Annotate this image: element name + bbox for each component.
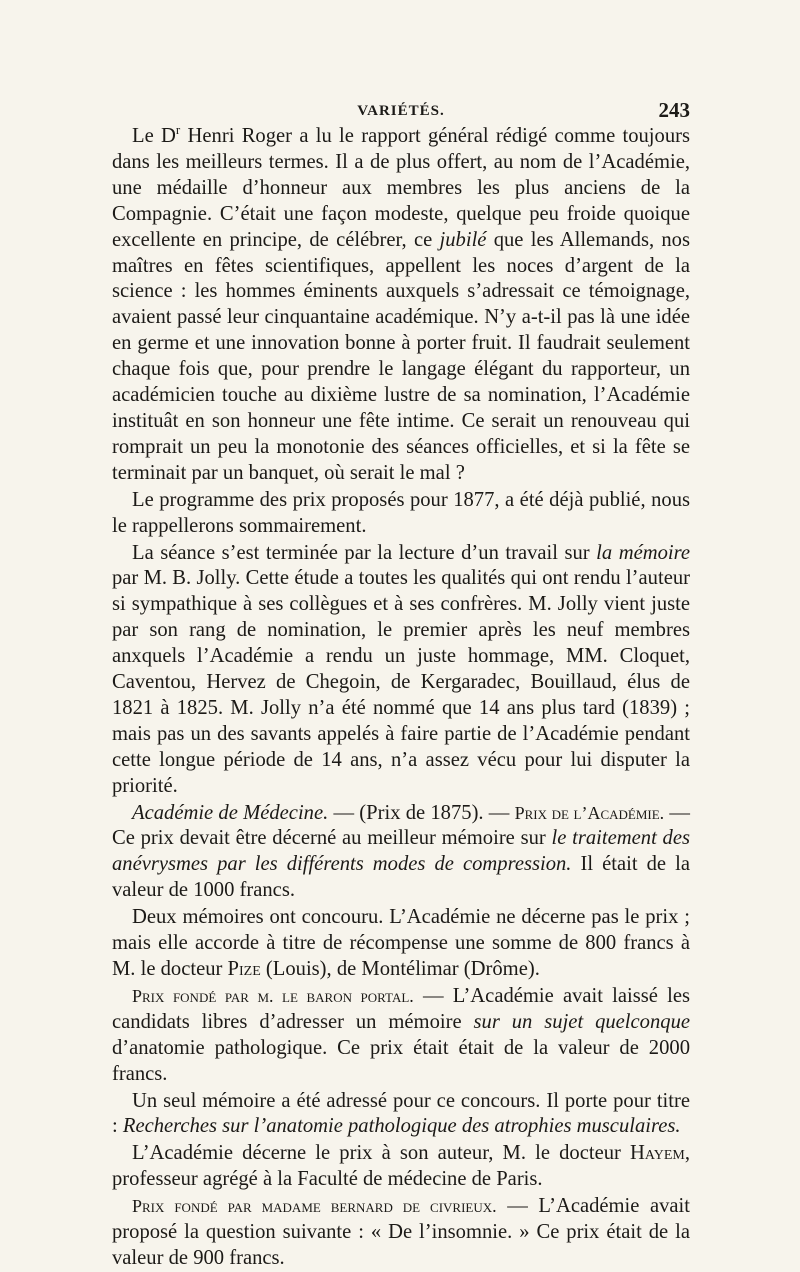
superscript: r: [175, 122, 181, 138]
italic-run: jubilé: [439, 228, 487, 251]
text-run: d’anatomie pathologique. Ce prix était était de la valeur de 2000 francs.: [112, 1036, 690, 1085]
text-run: , professeur agrégé à la Faculté de médecine de Paris.: [112, 1142, 690, 1191]
text-run: Il était de la valeur de 1000 francs.: [112, 853, 690, 902]
paragraph-concours: [112, 905, 690, 983]
paragraph-jubile: [112, 124, 690, 487]
paragraph-prix-academie: [112, 801, 690, 905]
text-run: Un seul mémoire a été adressé pour ce concours. Il porte pour titre :: [112, 1089, 690, 1138]
paragraph-memoire-titre: [112, 1089, 690, 1141]
page-header: [112, 0, 690, 124]
smallcaps-run: Prix fondé par madame bernard de civrieux.: [132, 1196, 497, 1217]
italic-run: le traitement des anévrysmes par les différents modes de compression.: [112, 827, 690, 876]
text-run: Henri Roger a lu le rapport général rédigé comme toujours dans les meilleurs termes. Il a de plus offert, au nom de l’Académie, une médaille d’honneur aux membres les plus anciens de la Compagnie. C’était une façon modeste, quelque peu froide quoique excellente en principe, de célébrer, ce: [112, 125, 690, 251]
italic-run: sur un sujet quelconque: [473, 1010, 691, 1033]
text-run: Le D: [132, 125, 176, 147]
smallcaps-run: Prix de l’Académie.: [514, 802, 665, 823]
paragraph-programme: Le programme des prix proposés pour 1877, a été déjà publié, nous le rappellerons sommairement.: [112, 488, 690, 537]
text-run: — (Prix de 1875). —: [328, 801, 515, 824]
paragraph-prix-civrieux: [112, 1194, 690, 1272]
text-run: par M. B. Jolly. Cette étude a toutes les qualités qui ont rendu l’auteur si sympathique à ses collègues et à ses confrères. M. Jolly vient juste par son rang de nomination, le premier après les neuf membres anxquels l’Académie a rendu un juste hommage, MM. Cloquet, Caventou, Hervez de Chegoin, de Kergaradec, Bouillaud, élus de 1821 à 1825. M. Jolly n’a été nommé que 14 ans plus tard (1839) ; mais pas un des savants appelés à faire partie de l’Académie pendant cette longue période de 14 ans, n’a assez vécu pour lui disputer la priorité.: [112, 567, 690, 797]
italic-run: la mémoire: [596, 541, 690, 564]
smallcaps-run: Pize: [227, 958, 261, 980]
text-run: que les Allemands, nos maîtres en fêtes scientifiques, appellent les noces d’argent de la science : les hommes éminents auxquels s’adressait ce témoignage, avaient passé leur cinquantaine académique. N’y a-t-il pas là une idée en germe et une innovation bonne à porter fruit. Il faudrait seulement chaque fois que, pour prendre le langage élégant du rapporteur, un académicien touche au dixième lustre de sa nomination, l’Académie instituât en son honneur une fête intime. Ce serait un renouveau qui romprait un peu la monotonie des séances officielles, et si la fête se terminait par un banquet, où serait le mal ?: [112, 228, 690, 484]
italic-run: Recherches sur l’anatomie pathologique des atrophies musculaires.: [122, 1115, 681, 1138]
running-title: VARIÉTÉS.: [357, 103, 445, 119]
italic-run: Académie de Médecine.: [132, 801, 329, 824]
page-number: 243: [658, 98, 690, 122]
body-text: [112, 124, 690, 1272]
text-run: — Ce prix devait être décerné au meilleur mémoire sur: [112, 801, 690, 850]
paragraph-prix-portal: [112, 984, 690, 1088]
smallcaps-run: Hayem: [630, 1142, 685, 1165]
text-run: Deux mémoires ont concouru. L’Académie ne décerne pas le prix ; mais elle accorde à titre de récompense une somme de 800 francs à M. le docteur: [112, 906, 690, 980]
text-run: — L’Académie avait proposé la question suivante : « De l’insomnie. » Ce prix était de la valeur de 900 francs.: [112, 1195, 691, 1269]
paragraph-hayem: [112, 1141, 690, 1193]
text-run: (Louis), de Montélimar (Drôme).: [260, 958, 540, 980]
text-run: L’Académie décerne le prix à son auteur, M. le docteur: [132, 1142, 631, 1165]
text-run: La séance s’est terminée par la lecture d’un travail sur: [132, 541, 597, 564]
text-run: — L’Académie avait laissé les candidats libres d’adresser un mémoire: [112, 984, 690, 1033]
smallcaps-run: Prix fondé par m. le baron portal.: [132, 985, 414, 1006]
paragraph-jolly: [112, 541, 690, 800]
